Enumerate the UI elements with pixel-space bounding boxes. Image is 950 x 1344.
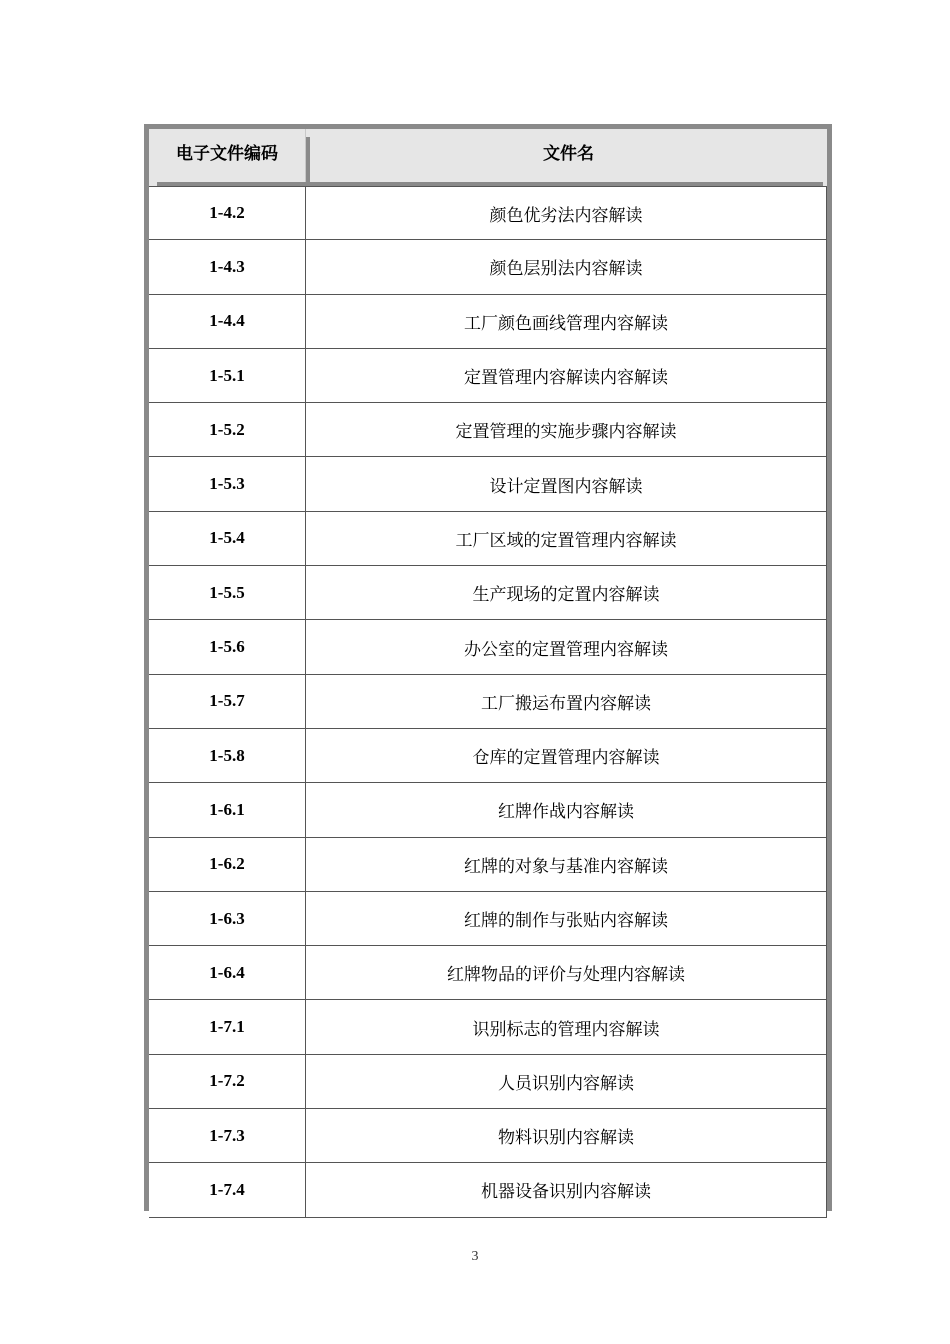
table-row xyxy=(149,892,827,946)
cell-name: 物料识别内容解读 xyxy=(306,1109,827,1162)
cell-name: 工厂区域的定置管理内容解读 xyxy=(306,512,827,565)
cell-code: 1-7.1 xyxy=(149,1000,306,1053)
page-number: 3 xyxy=(471,1249,479,1264)
header-code: 电子文件编码 xyxy=(149,129,306,186)
cell-code: 1-7.2 xyxy=(149,1055,306,1108)
file-table xyxy=(144,124,832,1211)
table-row xyxy=(149,1055,827,1109)
cell-name: 颜色优劣法内容解读 xyxy=(306,187,827,239)
cell-code: 1-4.3 xyxy=(149,240,306,293)
cell-code: 1-5.4 xyxy=(149,512,306,565)
table-row xyxy=(149,675,827,729)
cell-name: 红牌的对象与基准内容解读 xyxy=(306,838,827,891)
table-row xyxy=(149,240,827,294)
cell-code: 1-6.1 xyxy=(149,783,306,836)
cell-name: 定置管理内容解读内容解读 xyxy=(306,349,827,402)
table-row xyxy=(149,566,827,620)
cell-code: 1-5.3 xyxy=(149,457,306,510)
table-header xyxy=(149,129,827,186)
table-row xyxy=(149,1000,827,1054)
cell-name: 仓库的定置管理内容解读 xyxy=(306,729,827,782)
cell-name: 工厂搬运布置内容解读 xyxy=(306,675,827,728)
cell-name: 办公室的定置管理内容解读 xyxy=(306,620,827,673)
table-row xyxy=(149,403,827,457)
cell-name: 设计定置图内容解读 xyxy=(306,457,827,510)
cell-code: 1-7.3 xyxy=(149,1109,306,1162)
table-row xyxy=(149,620,827,674)
cell-name: 定置管理的实施步骤内容解读 xyxy=(306,403,827,456)
table-row xyxy=(149,729,827,783)
cell-code: 1-6.4 xyxy=(149,946,306,999)
cell-name: 红牌物品的评价与处理内容解读 xyxy=(306,946,827,999)
cell-name: 人员识别内容解读 xyxy=(306,1055,827,1108)
table-row xyxy=(149,1163,827,1217)
cell-code: 1-7.4 xyxy=(149,1163,306,1216)
header-name: 文件名 xyxy=(543,144,594,164)
file-table-inner xyxy=(149,129,827,1211)
table-row xyxy=(149,186,827,240)
table-row xyxy=(149,946,827,1000)
cell-code: 1-6.2 xyxy=(149,838,306,891)
cell-code: 1-5.2 xyxy=(149,403,306,456)
table-row xyxy=(149,783,827,837)
cell-name: 生产现场的定置内容解读 xyxy=(306,566,827,619)
table-row xyxy=(149,1109,827,1163)
table-body xyxy=(149,186,827,1218)
cell-code: 1-4.2 xyxy=(149,187,306,239)
cell-code: 1-4.4 xyxy=(149,295,306,348)
cell-code: 1-5.5 xyxy=(149,566,306,619)
table-row xyxy=(149,512,827,566)
cell-code: 1-5.1 xyxy=(149,349,306,402)
table-row xyxy=(149,295,827,349)
table-row xyxy=(149,838,827,892)
cell-code: 1-5.7 xyxy=(149,675,306,728)
cell-name: 机器设备识别内容解读 xyxy=(306,1163,827,1216)
cell-code: 1-6.3 xyxy=(149,892,306,945)
cell-name: 红牌作战内容解读 xyxy=(306,783,827,836)
table-row xyxy=(149,457,827,511)
table-row xyxy=(149,349,827,403)
cell-code: 1-5.8 xyxy=(149,729,306,782)
cell-name: 工厂颜色画线管理内容解读 xyxy=(306,295,827,348)
cell-name: 颜色层别法内容解读 xyxy=(306,240,827,293)
cell-code: 1-5.6 xyxy=(149,620,306,673)
cell-name: 红牌的制作与张贴内容解读 xyxy=(306,892,827,945)
cell-name: 识别标志的管理内容解读 xyxy=(306,1000,827,1053)
